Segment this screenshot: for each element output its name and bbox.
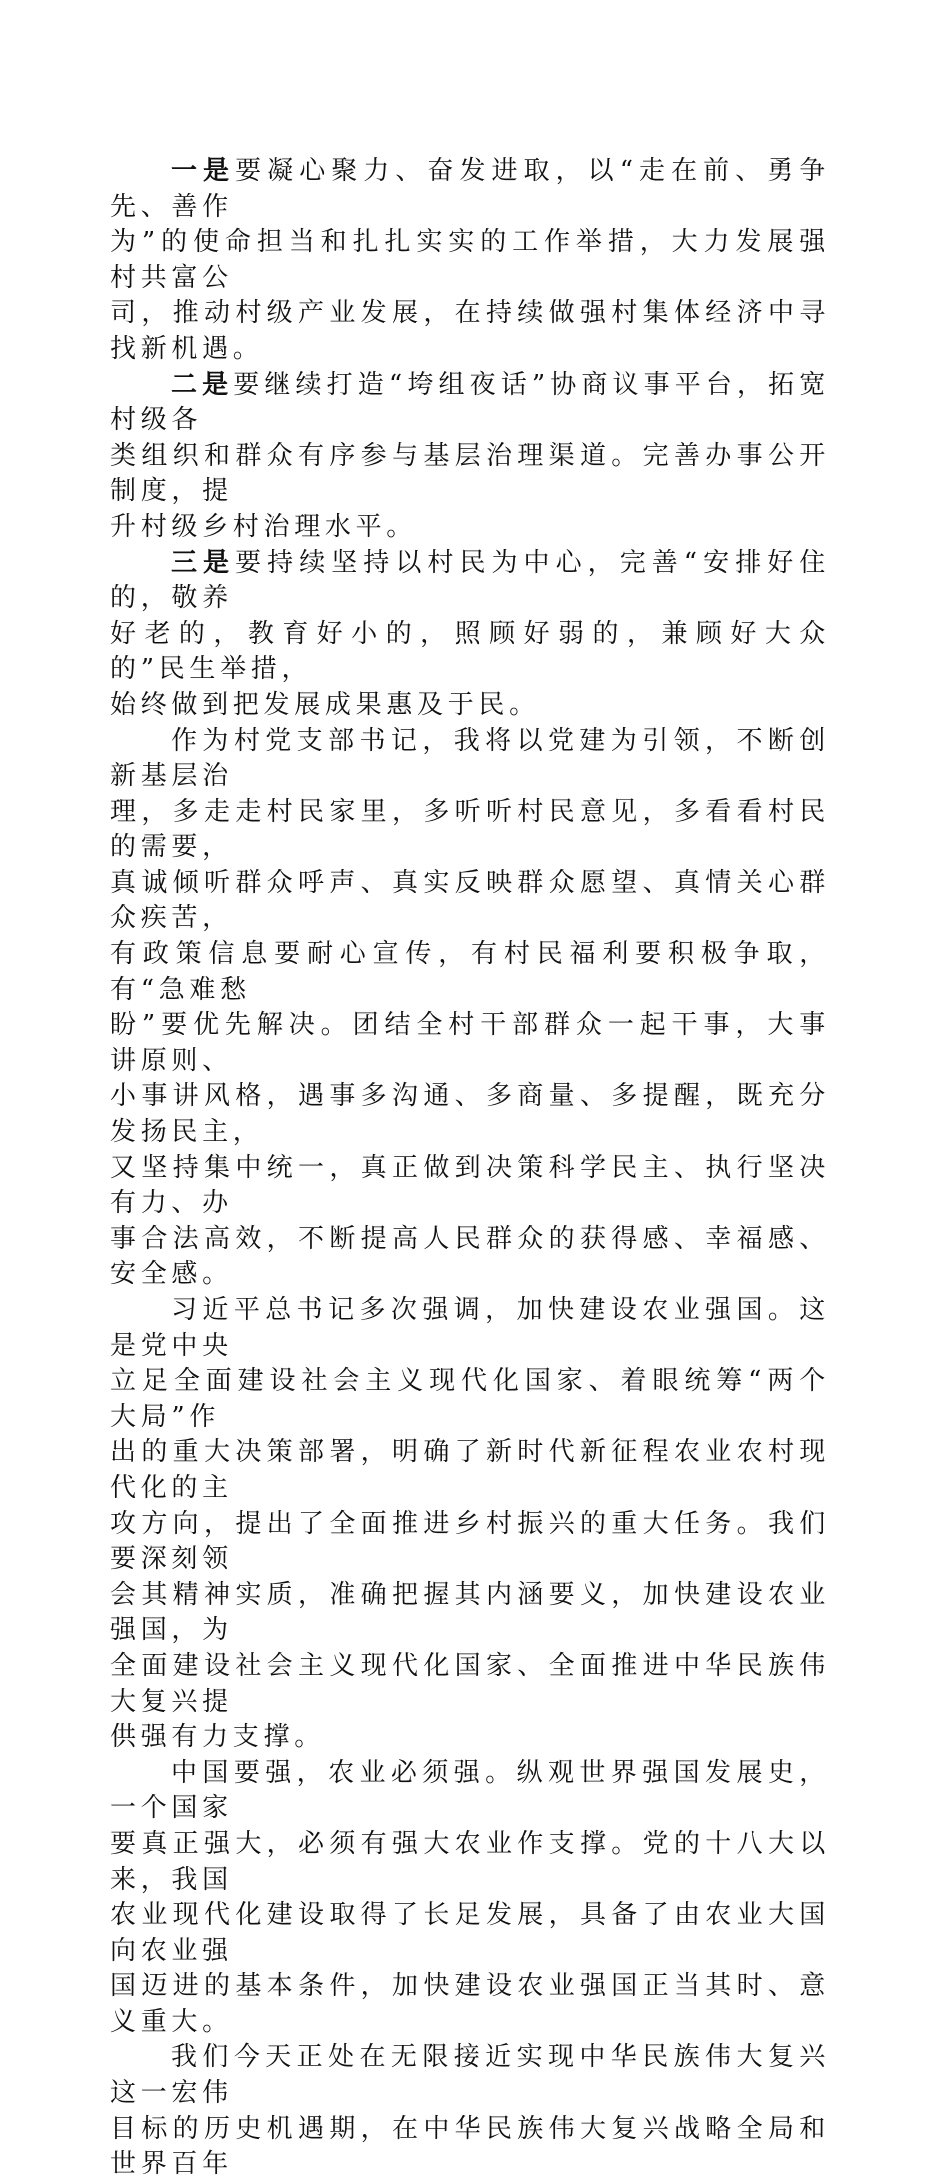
paragraph-text: 我们今天正处在无限接近实现中华民族伟大复兴这一宏伟 目标的历史机遇期，在中华民族伟大复兴战略全局和世界百年 bbox=[110, 2042, 830, 2180]
paragraph-text: 中国要强，农业必须强。纵观世界强国发展史，一个国家 要真正强大，必须有强大农业作支撑。党的十八大以来，我国 农业现代化建设取得了长足发展，具备了由农业大国向农业强 国迈进的基本条件，加快建设农业强国正当其时、意义重大。 bbox=[110, 1757, 830, 2037]
paragraph-san-shi bbox=[110, 546, 830, 724]
paragraph-text: 习近平总书记多次强调，加快建设农业强国。这是党中央 立足全面建设社会主义现代化国家、着眼统筹“两个大局”作 出的重大决策部署，明确了新时代新征程农业农村现代化的主 攻方向，提出了全面推进乡村振兴的重大任务。我们要深刻领 会其精神实质，准确把握其内涵要义，加快建设农业强国，为 全面建设社会主义现代化国家、全面推进中华民族伟大复兴提 供强有力支撑。 bbox=[110, 1295, 830, 1753]
paragraph-lead: 三是 bbox=[171, 547, 236, 578]
paragraph-er-shi bbox=[110, 368, 830, 546]
paragraph-historic-opportunity bbox=[110, 2040, 830, 2182]
paragraph-text: 作为村党支部书记，我将以党建为引领，不断创新基层治 理，多走走村民家里，多听听村民意见，多看看村民的需要， 真诚倾听群众呼声、真实反映群众愿望、真情关心群众疾苦， 有政策信息要耐心宣传，有村民福利要积极争取，有“急难愁 盼”要优先解决。团结全村干部群众一起干事，大事讲原则、 小事讲风格，遇事多沟通、多商量、多提醒，既充分发扬民主， 又坚持集中统一，真正做到决策科学民主、执行坚决有力、办 事合法高效，不断提高人民群众的获得感、幸福感、安全感。 bbox=[110, 725, 830, 1290]
paragraph-text: 要凝心聚力、奋发进取，以“走在前、勇争先、善作 为”的使命担当和扎扎实实的工作举措，大力发展强村共富公 司，推动村级产业发展，在持续做强村集体经济中寻找新机遇。 bbox=[110, 156, 831, 364]
paragraph-party-secretary bbox=[110, 724, 830, 1294]
paragraph-agricultural-power bbox=[110, 1293, 830, 1756]
paragraph-text: 要继续打造“垮组夜话”协商议事平台，拓宽村级各 类组织和群众有序参与基层治理渠道。完善办事公开制度，提 升村级乡村治理水平。 bbox=[110, 369, 830, 542]
paragraph-lead: 一是 bbox=[171, 156, 236, 186]
paragraph-china-strong bbox=[110, 1756, 830, 2041]
paragraph-yi-shi bbox=[110, 154, 830, 368]
paragraph-lead: 二是 bbox=[171, 369, 234, 400]
document-body bbox=[110, 154, 830, 2183]
paragraph-text: 要持续坚持以村民为中心，完善“安排好住的，敬养 好老的，教育好小的，照顾好弱的，兼顾好大众的”民生举措， 始终做到把发展成果惠及于民。 bbox=[110, 547, 831, 720]
